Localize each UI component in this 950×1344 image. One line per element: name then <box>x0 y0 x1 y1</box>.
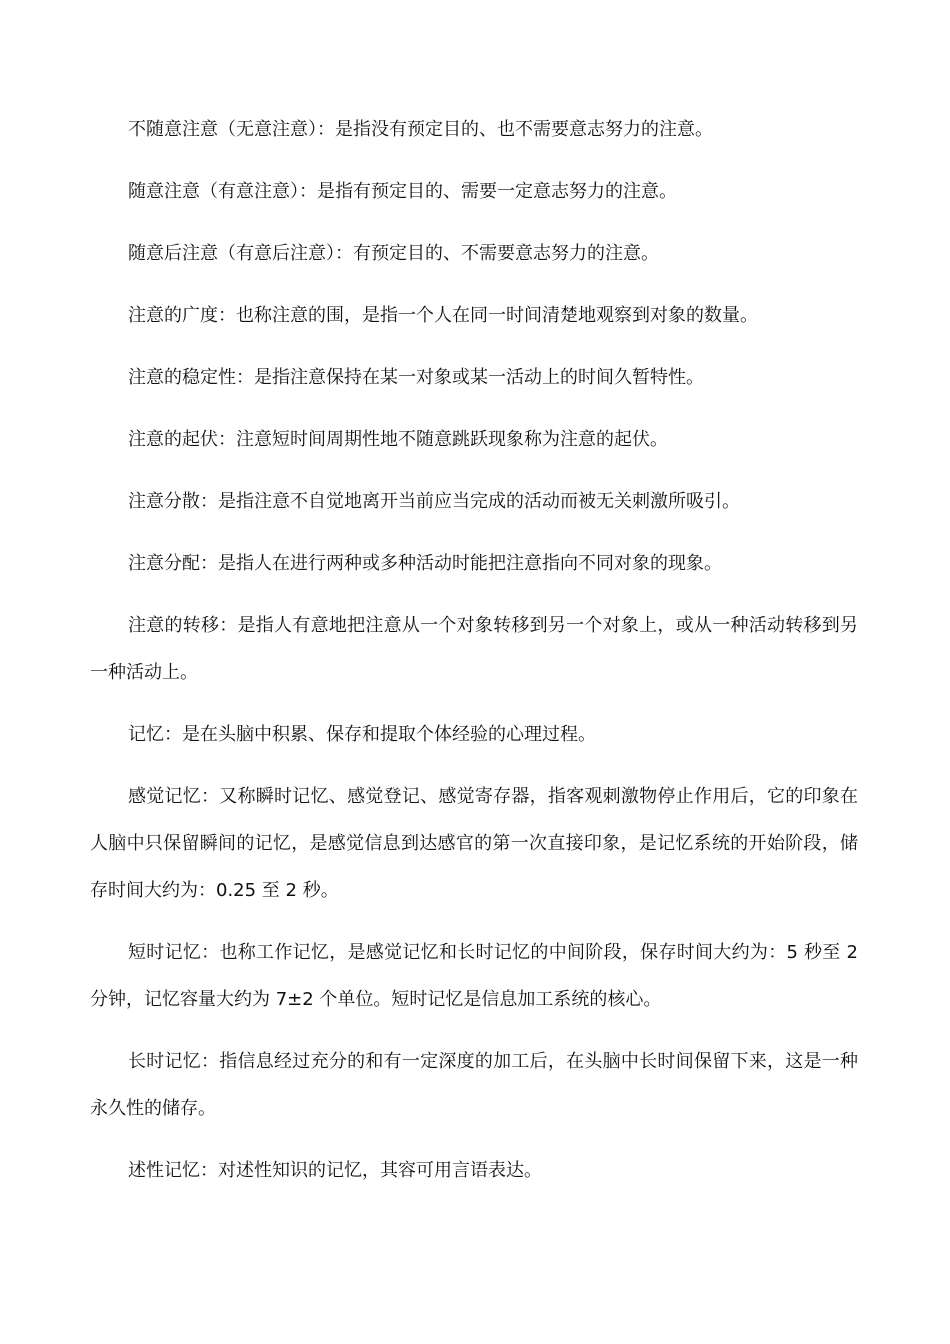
paragraph-involuntary-attention: 不随意注意（无意注意）：是指没有预定目的、也不需要意志努力的注意。 <box>128 119 713 140</box>
paragraph-attention-fluctuation: 注意的起伏：注意短时间周期性地不随意跳跃现象称为注意的起伏。 <box>128 429 668 450</box>
paragraph-memory: 记忆：是在头脑中积累、保存和提取个体经验的心理过程。 <box>128 724 596 745</box>
paragraph-declarative-memory: 述性记忆：对述性知识的记忆，其容可用言语表达。 <box>128 1160 542 1181</box>
paragraph-short-term-memory: 短时记忆：也称工作记忆，是感觉记忆和长时记忆的中间阶段，保存时间大约为：5 秒至 2 分钟，记忆容量大约为 7±2 个单位。短时记忆是信息加工系统的核心。 <box>90 942 858 1010</box>
paragraph-attention-shift: 注意的转移：是指人有意地把注意从一个对象转移到另一个对象上，或从一种活动转移到另一种活动上。 <box>90 615 858 683</box>
paragraph-attention-distraction: 注意分散：是指注意不自觉地离开当前应当完成的活动而被无关刺激所吸引。 <box>128 491 740 512</box>
paragraph-sensory-memory: 感觉记忆：又称瞬时记忆、感觉登记、感觉寄存器，指客观刺激物停止作用后，它的印象在人脑中只保留瞬间的记忆，是感觉信息到达感官的第一次直接印象，是记忆系统的开始阶段，储存时间大约为：0.25 至 2 秒。 <box>90 786 858 901</box>
document-body <box>90 106 858 1209</box>
paragraph-post-voluntary-attention: 随意后注意（有意后注意）：有预定目的、不需要意志努力的注意。 <box>128 243 659 264</box>
paragraph-long-term-memory: 长时记忆：指信息经过充分的和有一定深度的加工后，在头脑中长时间保留下来，这是一种永久性的储存。 <box>90 1051 858 1119</box>
paragraph-attention-span: 注意的广度：也称注意的围，是指一个人在同一时间清楚地观察到对象的数量。 <box>128 305 758 326</box>
paragraph-voluntary-attention: 随意注意（有意注意）：是指有预定目的、需要一定意志努力的注意。 <box>128 181 677 202</box>
paragraph-attention-stability: 注意的稳定性：是指注意保持在某一对象或某一活动上的时间久暂特性。 <box>128 367 704 388</box>
paragraph-attention-distribution: 注意分配：是指人在进行两种或多种活动时能把注意指向不同对象的现象。 <box>128 553 722 574</box>
